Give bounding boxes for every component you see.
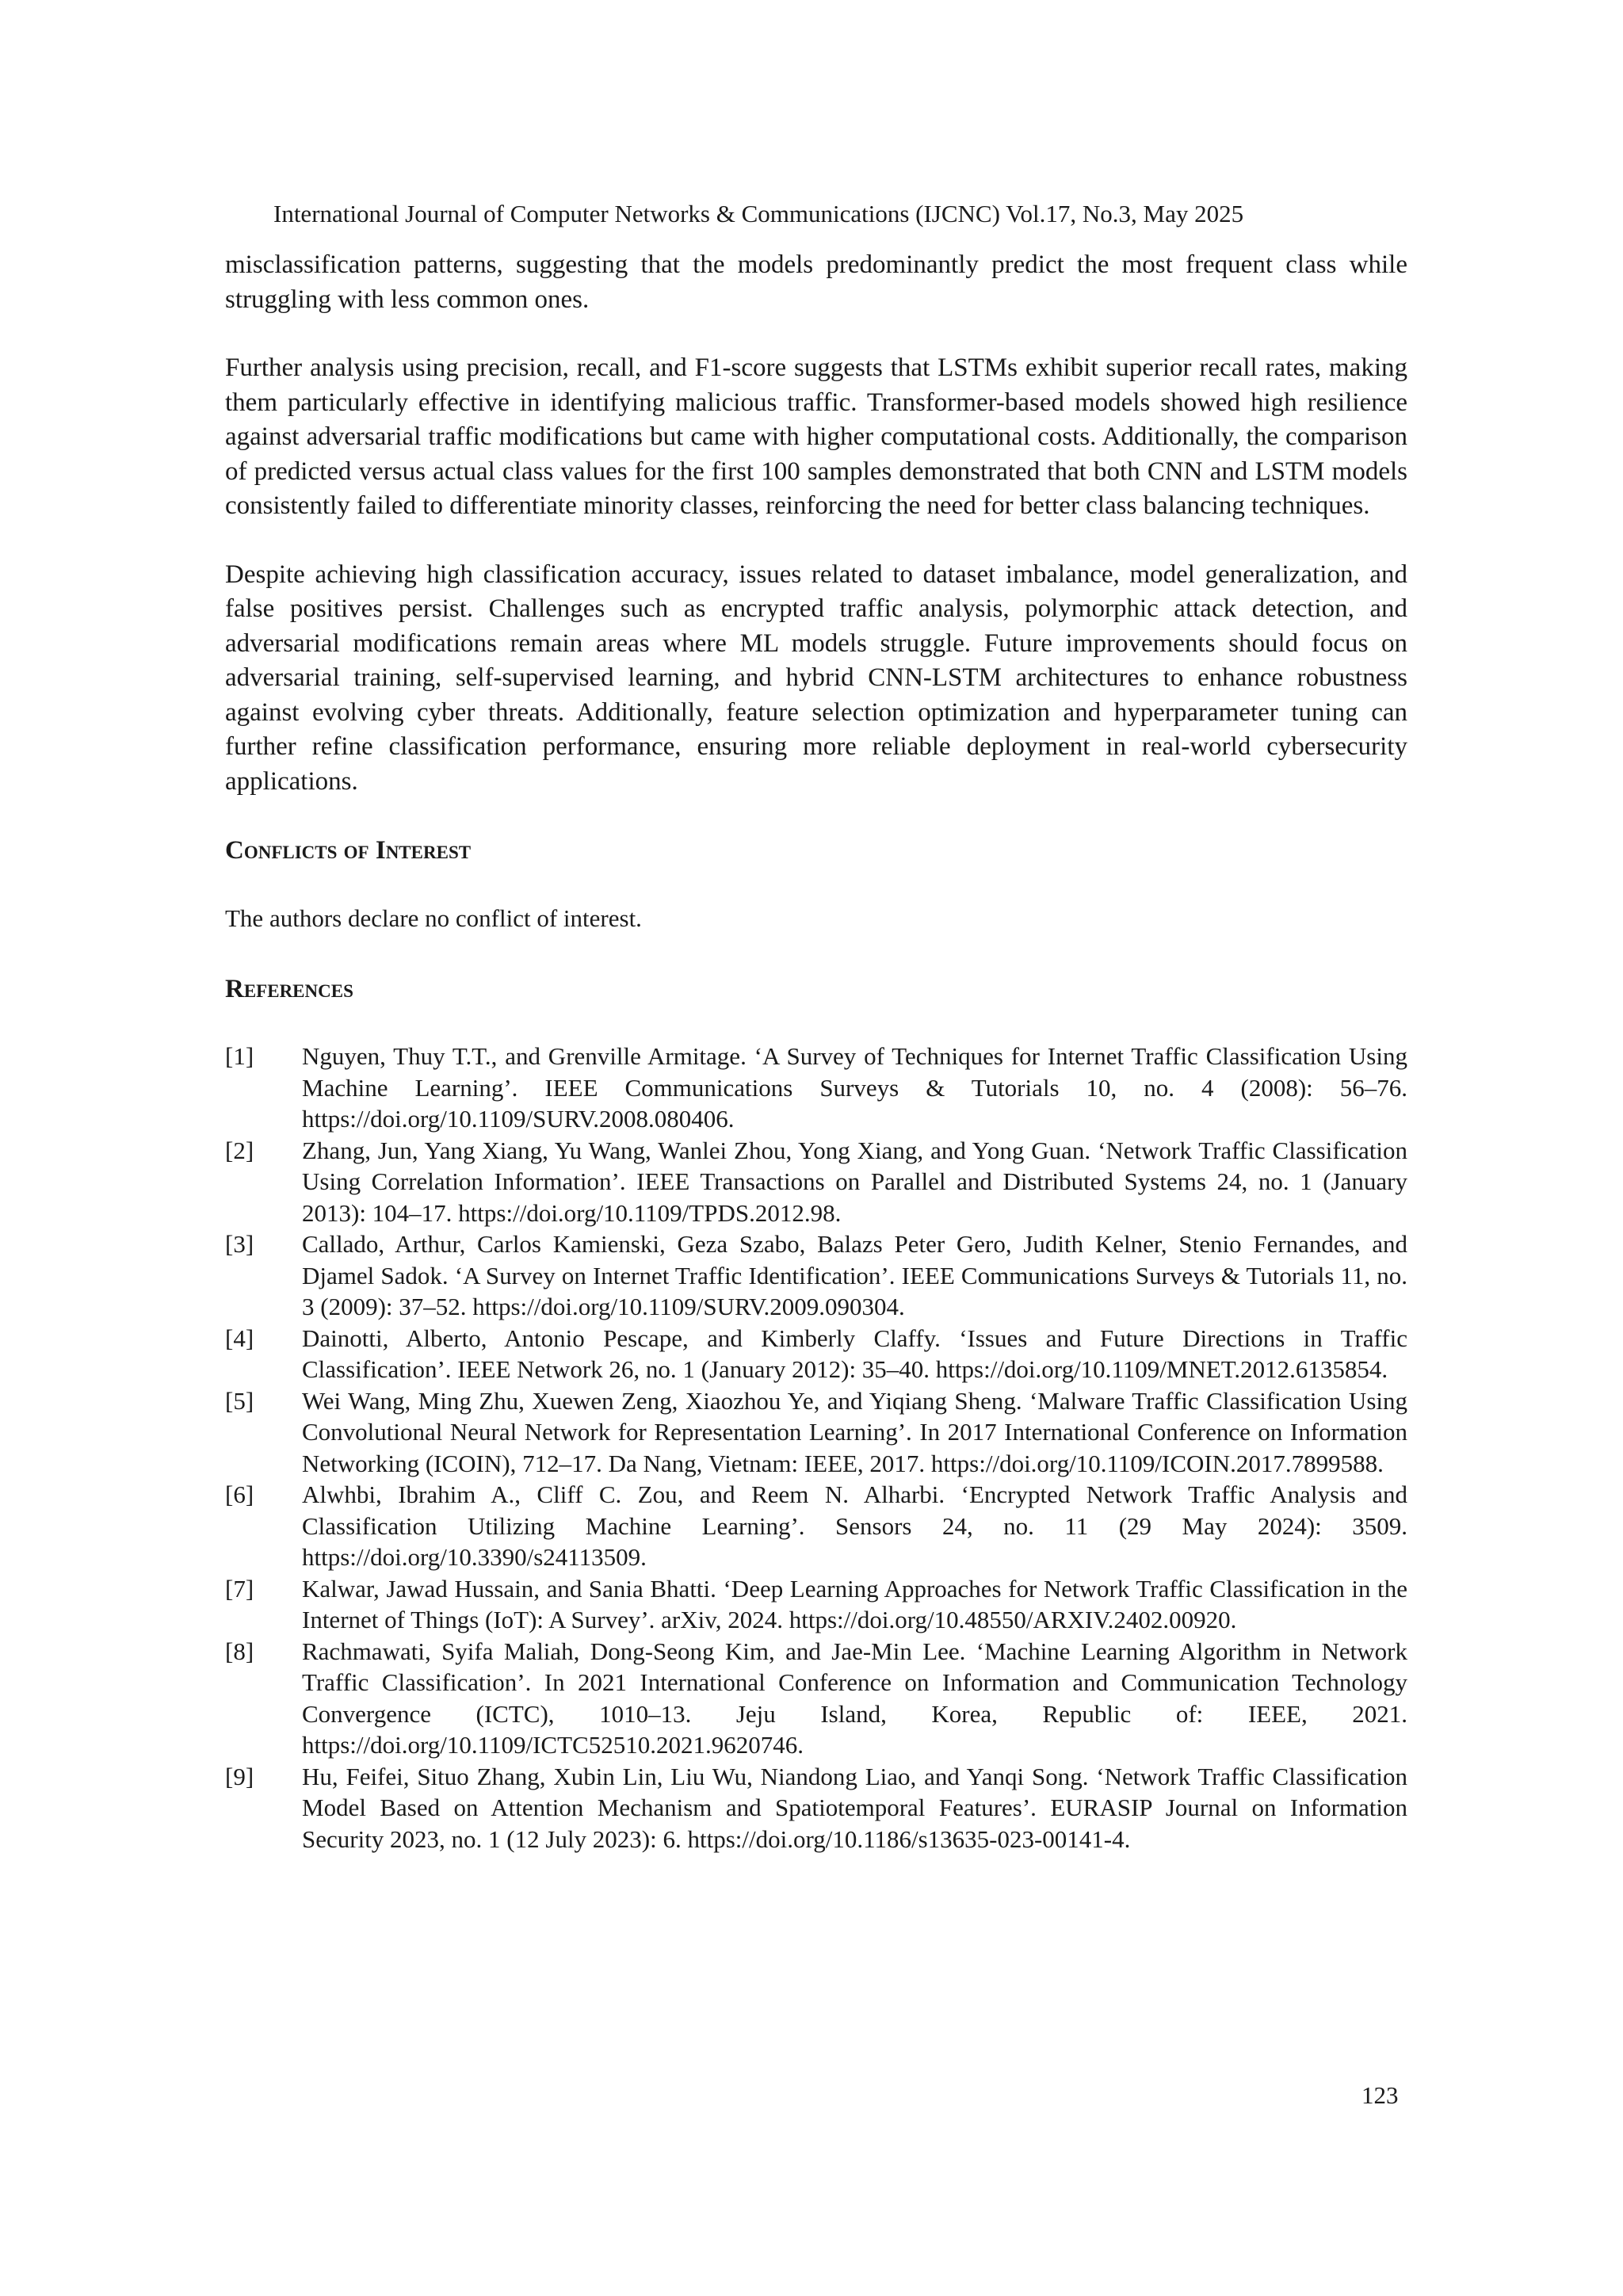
page-body <box>225 248 1407 1855</box>
body-paragraph-1: misclassification patterns, suggesting that the models predominantly predict the most frequent class while struggling with less common ones. <box>225 250 1407 314</box>
reference-number: [7] <box>225 1574 254 1603</box>
references-heading: References <box>225 975 353 1003</box>
running-header: International Journal of Computer Networks & Communications (IJCNC) Vol.17, No.3, May 2025 <box>273 200 1244 227</box>
reference-number: [5] <box>225 1386 254 1415</box>
reference-item <box>225 1323 1407 1385</box>
reference-number: [8] <box>225 1637 254 1665</box>
reference-number: [2] <box>225 1136 254 1164</box>
reference-number: [4] <box>225 1324 254 1352</box>
reference-item <box>225 1041 1407 1135</box>
reference-number: [1] <box>225 1042 254 1070</box>
reference-item <box>225 1479 1407 1573</box>
reference-list <box>225 1041 1407 1855</box>
reference-number: [6] <box>225 1480 254 1508</box>
conflicts-text: The authors declare no conflict of interest. <box>225 904 642 932</box>
reference-text: Wei Wang, Ming Zhu, Xuewen Zeng, Xiaozhou Ye, and Yiqiang Sheng. ‘Malware Traffic Classification Using Convolutional Neural Network for Representation Learning’. In 2017 International Conference on Information Networking (ICOIN), 712–17. Da Nang, Vietnam: IEEE, 2017. https://doi.org/10.1109/ICOIN.2017.7899588. <box>302 1386 1407 1477</box>
body-paragraph-2: Further analysis using precision, recall, and F1-score suggests that LSTMs exhibit superior recall rates, making them particularly effective in identifying malicious traffic. Transformer-based models showed high resilience against adversarial traffic modifications but came with higher computational costs. Additionally, the comparison of predicted versus actual class values for the first 100 samples demonstrated that both CNN and LSTM models consistently failed to differentiate minority classes, reinforcing the need for better class balancing techniques. <box>225 353 1407 520</box>
reference-text: Alwhbi, Ibrahim A., Cliff C. Zou, and Reem N. Alharbi. ‘Encrypted Network Traffic Analysis and Classification Utilizing Machine Learning’. Sensors 24, no. 11 (29 May 2024): 3509. https://doi.org/10.3390/s24113509. <box>302 1480 1407 1571</box>
reference-text: Hu, Feifei, Situo Zhang, Xubin Lin, Liu Wu, Niandong Liao, and Yanqi Song. ‘Network Traffic Classification Model Based on Attention Mechanism and Spatiotemporal Features’. EURASIP Journal on Information Security 2023, no. 1 (12 July 2023): 6. https://doi.org/10.1186/s13635-023-00141-4. <box>302 1762 1407 1853</box>
reference-text: Zhang, Jun, Yang Xiang, Yu Wang, Wanlei Zhou, Yong Xiang, and Yong Guan. ‘Network Traffic Classification Using Correlation Information’. IEEE Transactions on Parallel and Distributed Systems 24, no. 1 (January 2013): 104–17. https://doi.org/10.1109/TPDS.2012.98. <box>302 1136 1407 1227</box>
reference-item <box>225 1385 1407 1480</box>
reference-text: Dainotti, Alberto, Antonio Pescape, and Kimberly Claffy. ‘Issues and Future Directions in Traffic Classification’. IEEE Network 26, no. 1 (January 2012): 35–40. https://doi.org/10.1109/MNET.2012.6135854. <box>302 1324 1407 1383</box>
reference-item <box>225 1135 1407 1229</box>
reference-number: [9] <box>225 1762 254 1790</box>
page-number: 123 <box>1361 2081 1399 2109</box>
reference-number: [3] <box>225 1230 254 1258</box>
body-paragraph-3: Despite achieving high classification accuracy, issues related to dataset imbalance, model generalization, and false positives persist. Challenges such as encrypted traffic analysis, polymorphic attack detection, and adversarial modifications remain areas where ML models struggle. Future improvements should focus on adversarial training, self-supervised learning, and hybrid CNN-LSTM architectures to enhance robustness against evolving cyber threats. Additionally, feature selection optimization and hyperparameter tuning can further refine classification performance, ensuring more reliable deployment in real-world cybersecurity applications. <box>225 560 1407 796</box>
reference-text: Kalwar, Jawad Hussain, and Sania Bhatti. ‘Deep Learning Approaches for Network Traffic Classification in the Internet of Things (IoT): A Survey’. arXiv, 2024. https://doi.org/10.48550/ARXIV.2402.00920. <box>302 1574 1407 1633</box>
reference-text: Rachmawati, Syifa Maliah, Dong-Seong Kim, and Jae-Min Lee. ‘Machine Learning Algorithm in Network Traffic Classification’. In 2021 International Conference on Information and Communication Technology Convergence (ICTC), 1010–13. Jeju Island, Korea, Republic of: IEEE, 2021. https://doi.org/10.1109/ICTC52510.2021.9620746. <box>302 1637 1407 1759</box>
reference-text: Callado, Arthur, Carlos Kamienski, Geza Szabo, Balazs Peter Gero, Judith Kelner, Stenio Fernandes, and Djamel Sadok. ‘A Survey on Internet Traffic Identification’. IEEE Communications Surveys & Tutorials 11, no. 3 (2009): 37–52. https://doi.org/10.1109/SURV.2009.090304. <box>302 1230 1407 1320</box>
reference-item <box>225 1573 1407 1636</box>
reference-item <box>225 1636 1407 1761</box>
reference-item <box>225 1228 1407 1323</box>
reference-item <box>225 1761 1407 1855</box>
reference-text: Nguyen, Thuy T.T., and Grenville Armitage. ‘A Survey of Techniques for Internet Traffic Classification Using Machine Learning’. IEEE Communications Surveys & Tutorials 10, no. 4 (2008): 56–76. https://doi.org/10.1109/SURV.2008.080406. <box>302 1042 1407 1133</box>
conflicts-heading: Conflicts of Interest <box>225 836 472 865</box>
